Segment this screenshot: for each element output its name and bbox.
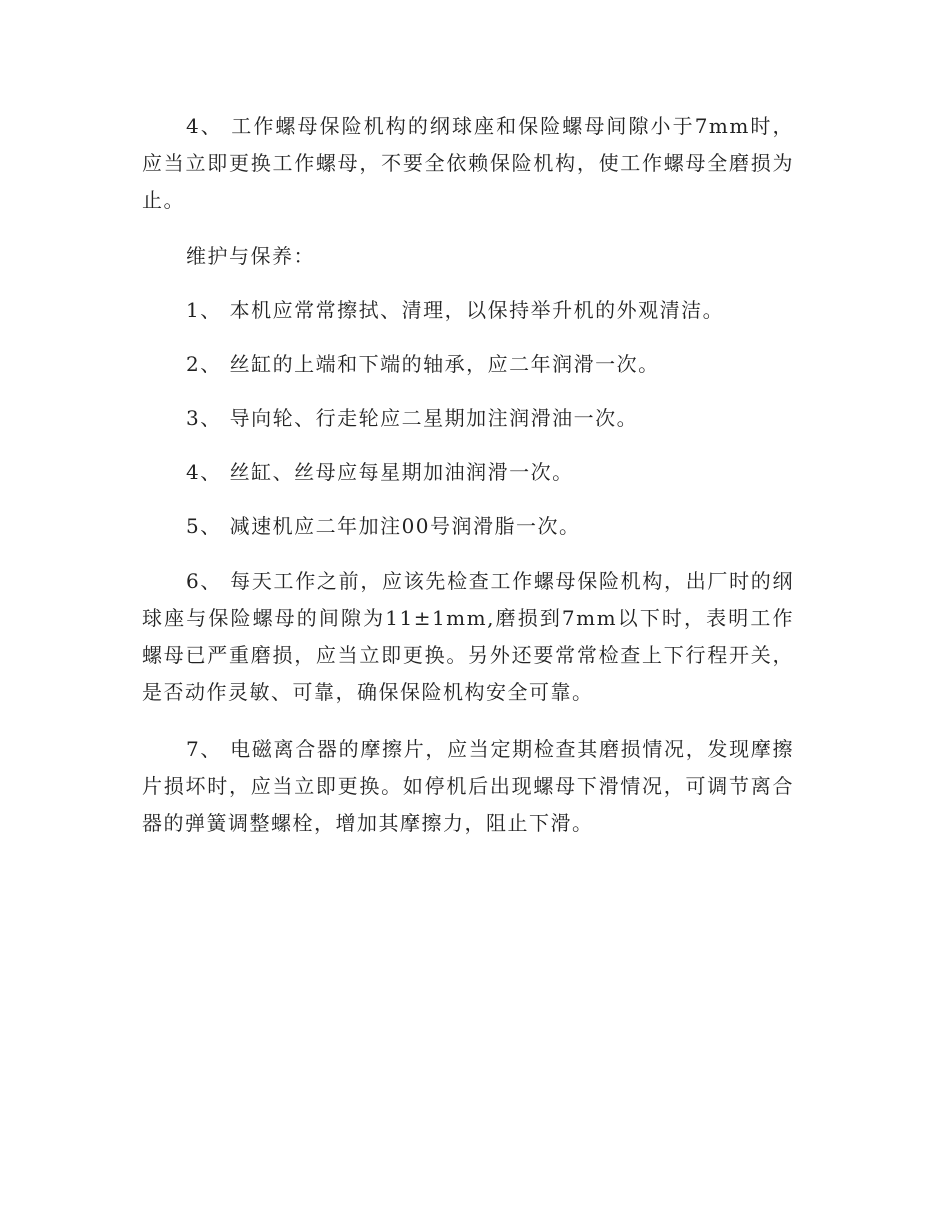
maintenance-item-3: 3、 导向轮、行走轮应二星期加注润滑油一次。 [186,406,639,430]
document-body [142,108,794,862]
maintenance-item-4: 4、 丝缸、丝母应每星期加油润滑一次。 [186,460,574,484]
maintenance-item-1: 1、 本机应常常擦拭、清理，以保持举升机的外观清洁。 [186,298,725,322]
maintenance-item-5: 5、 减速机应二年加注00号润滑脂一次。 [186,514,581,538]
maintenance-item-6: 6、 每天工作之前，应该先检查工作螺母保险机构，出厂时的纲球座与保险螺母的间隙为11±1mm,磨损到7mm以下时，表明工作螺母已严重磨损，应当立即更换。另外还要常常检查上下行程开关，是否动作灵敏、可靠，确保保险机构安全可靠。 [142,569,794,704]
maintenance-item-2: 2、 丝缸的上端和下端的轴承，应二年润滑一次。 [186,352,660,376]
section-heading-maintenance: 维护与保养： [186,244,315,268]
paragraph-item-4-safety: 4、 工作螺母保险机构的纲球座和保险螺母间隙小于7mm时，应当立即更换工作螺母，不要全依赖保险机构，使工作螺母全磨损为止。 [142,114,794,212]
maintenance-item-7: 7、 电磁离合器的摩擦片，应当定期检查其磨损情况，发现摩擦片损坏时，应当立即更换。如停机后出现螺母下滑情况，可调节离合器的弹簧调整螺栓，增加其摩擦力，阻止下滑。 [142,737,794,835]
